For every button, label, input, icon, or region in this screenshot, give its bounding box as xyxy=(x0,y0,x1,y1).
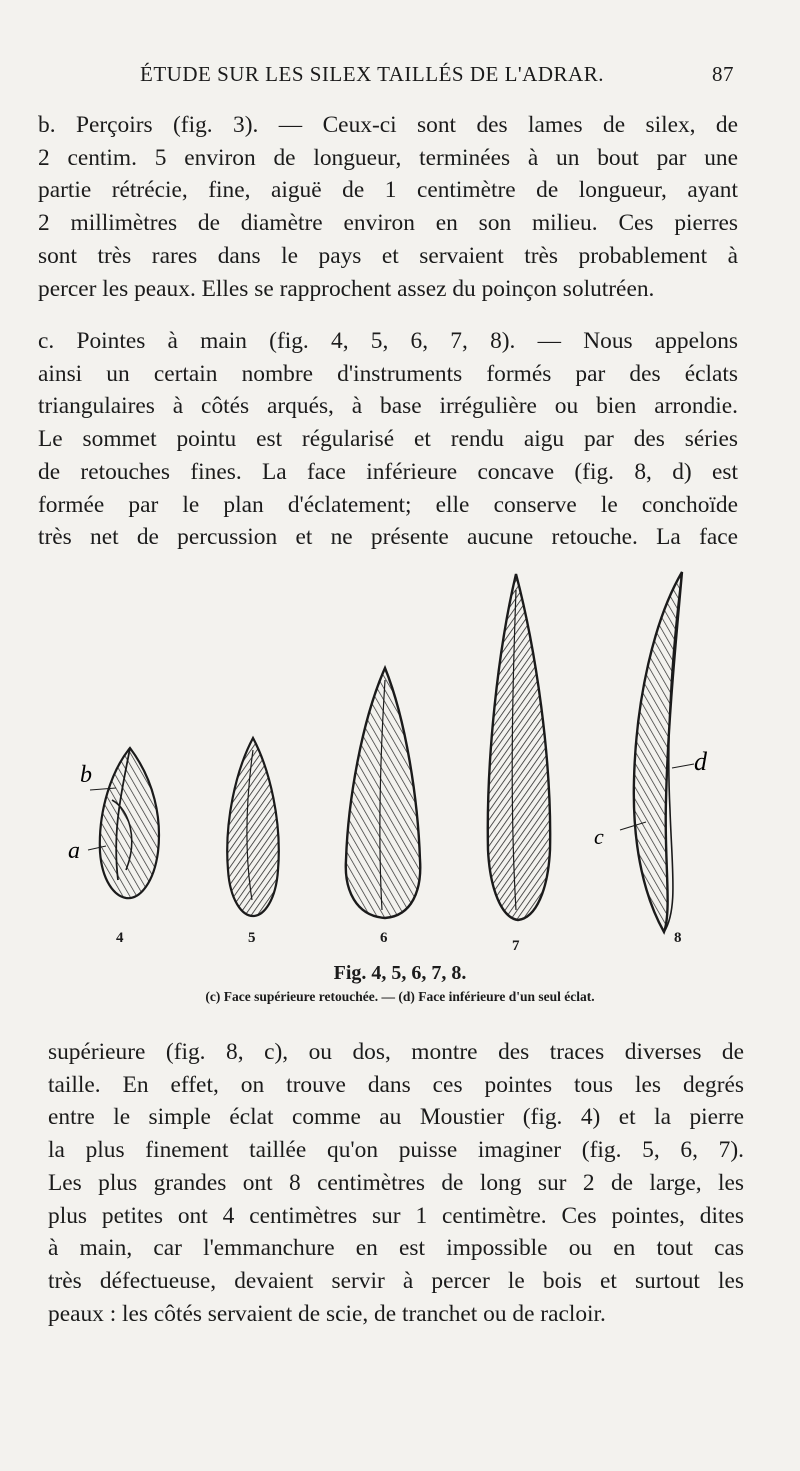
paragraph-percoirs xyxy=(38,109,738,305)
figure-numbers xyxy=(0,930,800,954)
flint-points-figure xyxy=(60,560,740,960)
text-line: peaux : les côtés servaient de scie, de tranchet ou de racloir. xyxy=(48,1300,606,1327)
text-line: 2 centim. 5 environ de longueur, terminées à un bout par une xyxy=(38,144,738,171)
text-line: c. Pointes à main (fig. 4, 5, 6, 7, 8). — Nous appelons xyxy=(38,328,738,354)
page-number: 87 xyxy=(712,62,734,86)
figure-number-8: 8 xyxy=(674,930,682,946)
flint-drawing-4 xyxy=(88,748,159,898)
text-line: sont très rares dans le pays et servaient très probablement à xyxy=(38,242,738,269)
flint-drawing-7 xyxy=(488,574,550,920)
figure-number-7: 7 xyxy=(512,938,520,954)
label-a: a xyxy=(68,838,80,864)
text-line: partie rétrécie, fine, aiguë de 1 centimètre de longueur, ayant xyxy=(38,177,738,204)
label-d: d xyxy=(694,747,707,776)
flint-drawing-8 xyxy=(620,572,694,932)
text-line: plus petites ont 4 centimètres sur 1 centimètre. Ces pointes, dites xyxy=(48,1202,744,1229)
text-line: Le sommet pointu est régularisé et rendu aigu par des séries xyxy=(38,426,738,453)
flint-drawing-5 xyxy=(227,738,279,916)
text-line: très défectueuse, devaient servir à percer le bois et surtout les xyxy=(48,1267,744,1294)
text-line: Les plus grandes ont 8 centimètres de long sur 2 de large, les xyxy=(48,1169,744,1196)
paragraph-continuation xyxy=(48,1036,744,1330)
figure-subcaption: (c) Face supérieure retouchée. — (d) Face inférieure d'un seul éclat. xyxy=(205,989,595,1004)
text-line: percer les peaux. Elles se rapprochent assez du poinçon solutréen. xyxy=(38,275,655,302)
text-line: ainsi un certain nombre d'instruments formés par des éclats xyxy=(38,360,738,387)
paragraph-pointes-a-main xyxy=(38,325,738,554)
text-line: triangulaires à côtés arqués, à base irrégulière ou bien arrondie. xyxy=(38,393,738,420)
flint-drawing-6 xyxy=(346,668,420,918)
text-line: 2 millimètres de diamètre environ en son milieu. Ces pierres xyxy=(38,210,738,237)
running-head-title: ÉTUDE SUR LES SILEX TAILLÉS DE L'ADRAR. xyxy=(140,62,604,86)
figure-number-4: 4 xyxy=(116,930,124,946)
text-line: taille. En effet, on trouve dans ces pointes tous les degrés xyxy=(48,1071,744,1098)
figure-caption: Fig. 4, 5, 6, 7, 8. xyxy=(333,962,467,984)
figure-number-6: 6 xyxy=(380,930,388,946)
label-b: b xyxy=(80,762,92,788)
figure-number-5: 5 xyxy=(248,930,256,946)
text-line: de retouches fines. La face inférieure concave (fig. 8, d) est xyxy=(38,458,738,485)
text-line: à main, car l'emmanchure en est impossible ou en tout cas xyxy=(48,1235,744,1262)
text-line: la plus finement taillée qu'on puisse imaginer (fig. 5, 6, 7). xyxy=(48,1137,744,1164)
text-line: supérieure (fig. 8, c), ou dos, montre des traces diverses de xyxy=(48,1039,744,1065)
label-c: c xyxy=(594,824,604,849)
text-line: entre le simple éclat comme au Moustier (fig. 4) et la pierre xyxy=(48,1104,744,1131)
text-line: très net de percussion et ne présente aucune retouche. La face xyxy=(38,524,738,551)
running-head xyxy=(140,62,740,92)
text-line: formée par le plan d'éclatement; elle conserve le conchoïde xyxy=(38,491,738,518)
text-line: b. Perçoirs (fig. 3). — Ceux-ci sont des lames de silex, de xyxy=(38,112,738,138)
